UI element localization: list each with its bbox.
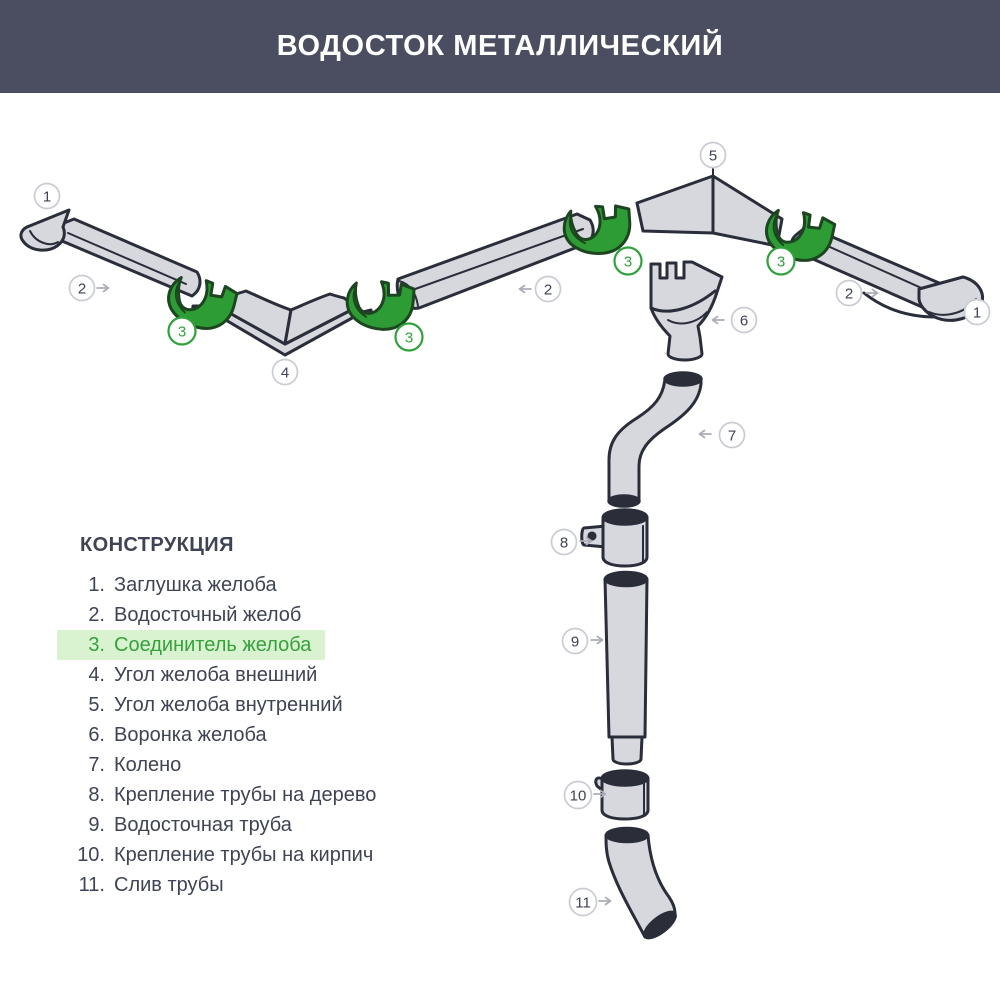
legend-item-label: Крепление трубы на кирпич	[114, 843, 374, 866]
legend-list	[67, 570, 376, 900]
legend-item-label: Колено	[114, 753, 182, 776]
svg-text:3: 3	[177, 323, 187, 341]
callout-bracket-brick[interactable]	[565, 782, 592, 809]
part-funnel	[651, 262, 722, 360]
part-inner-corner	[637, 169, 782, 246]
callout-connector-2[interactable]	[396, 324, 423, 351]
legend-item-number: 1.	[88, 573, 105, 596]
legend-title: КОНСТРУКЦИЯ	[80, 534, 234, 556]
legend-item-label: Угол желоба внутренний	[114, 693, 343, 716]
callout-gutter-middle[interactable]	[536, 277, 561, 302]
part-pipe-bracket-wood	[582, 510, 647, 567]
page-title: ВОДОСТОК МЕТАЛЛИЧЕСКИЙ	[276, 30, 724, 62]
title-bar	[0, 0, 1000, 93]
legend-panel	[67, 534, 376, 900]
arrow-right-icon	[97, 285, 109, 292]
legend-item-label: Угол желоба внешний	[114, 663, 318, 686]
svg-text:3: 3	[623, 253, 633, 271]
callout-connector-3[interactable]	[615, 248, 642, 275]
svg-text:3: 3	[404, 329, 414, 347]
svg-text:7: 7	[727, 427, 737, 445]
callout-bracket-wood[interactable]	[552, 530, 577, 555]
legend-item-label: Воронка желоба	[114, 723, 267, 746]
legend-item-number: 4.	[88, 663, 105, 686]
legend-item-label: Водосточная труба	[114, 813, 292, 836]
svg-text:1: 1	[972, 304, 982, 322]
legend-item-3-selected[interactable]	[57, 630, 325, 660]
legend-item-9[interactable]	[67, 810, 292, 840]
legend-item-7[interactable]	[67, 750, 181, 780]
svg-text:2: 2	[77, 280, 87, 298]
callout-elbow[interactable]	[720, 423, 745, 448]
callout-connector-1[interactable]	[169, 318, 196, 345]
part-pipe-outlet	[606, 828, 680, 943]
legend-item-number: 2.	[88, 603, 105, 626]
legend-item-number: 5.	[88, 693, 105, 716]
legend-item-number: 3.	[88, 633, 105, 656]
arrow-left-icon	[713, 317, 725, 324]
legend-item-label: Соединитель желоба	[114, 633, 312, 656]
callout-end-cap-right[interactable]	[965, 300, 990, 325]
callout-downpipe[interactable]	[563, 629, 588, 654]
legend-item-4[interactable]	[67, 660, 317, 690]
legend-item-label: Крепление трубы на дерево	[114, 783, 377, 806]
legend-item-2[interactable]	[67, 600, 301, 630]
legend-item-5[interactable]	[67, 690, 343, 720]
legend-item-number: 9.	[88, 813, 105, 836]
legend-item-10[interactable]	[67, 840, 373, 870]
legend-item-8[interactable]	[67, 780, 376, 810]
part-downpipe	[605, 572, 647, 764]
legend-item-number: 11.	[78, 873, 105, 896]
legend-item-label: Слив трубы	[114, 873, 224, 896]
arrow-left-icon	[700, 431, 712, 438]
legend-item-number: 6.	[88, 723, 105, 746]
callout-connector-4[interactable]	[768, 248, 795, 275]
legend-item-number: 8.	[88, 783, 105, 806]
arrow-right-icon	[591, 637, 603, 644]
svg-text:11: 11	[575, 894, 591, 912]
callout-outlet[interactable]	[570, 889, 597, 916]
svg-text:8: 8	[559, 534, 569, 552]
callout-gutter-left[interactable]	[70, 276, 95, 301]
svg-text:5: 5	[708, 147, 718, 165]
svg-text:4: 4	[280, 364, 290, 382]
arrow-left-icon	[520, 286, 532, 293]
part-end-cap-left	[21, 210, 69, 250]
legend-item-6[interactable]	[67, 720, 267, 750]
callout-end-cap-left[interactable]	[35, 184, 60, 209]
svg-text:2: 2	[543, 281, 553, 299]
callout-funnel[interactable]	[732, 308, 757, 333]
svg-text:6: 6	[739, 312, 749, 330]
callout-gutter-right[interactable]	[837, 281, 862, 306]
legend-item-number: 10.	[77, 843, 105, 866]
callout-inner-corner[interactable]	[701, 143, 726, 168]
legend-item-11[interactable]	[67, 870, 224, 900]
arrow-right-icon	[599, 898, 611, 905]
svg-text:1: 1	[42, 188, 52, 206]
legend-item-label: Водосточный желоб	[114, 603, 302, 626]
callout-outer-corner[interactable]	[273, 360, 298, 385]
legend-item-1[interactable]	[67, 570, 277, 600]
svg-text:3: 3	[776, 253, 786, 271]
svg-text:10: 10	[569, 787, 587, 805]
part-elbow	[609, 373, 702, 507]
svg-text:2: 2	[844, 285, 854, 303]
legend-item-label: Заглушка желоба	[114, 573, 277, 596]
svg-text:9: 9	[570, 633, 580, 651]
legend-item-number: 7.	[88, 753, 105, 776]
